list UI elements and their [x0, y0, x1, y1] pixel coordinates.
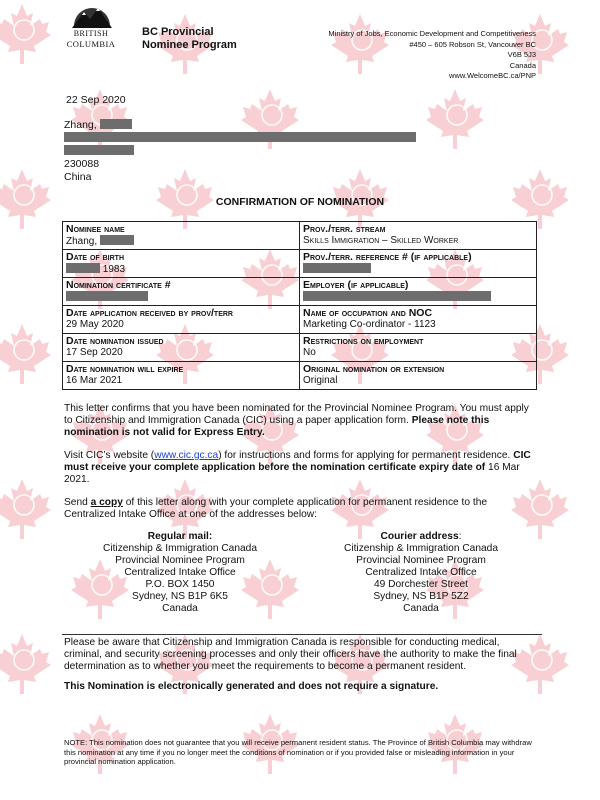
address-line: Provincial Nominee Program: [115, 555, 245, 566]
address-line: Sydney, NS B1P 6K5: [132, 591, 228, 602]
ministry-postal: V6B 5J3: [507, 50, 536, 60]
address-line: 49 Dorchester Street: [374, 579, 468, 590]
recipient-name-prefix: Zhang,: [64, 119, 97, 131]
table-cell: [300, 250, 537, 278]
express-entry-warning: Please note this nomination is not valid for Express Entry.: [64, 415, 490, 438]
redaction-bar: [64, 145, 134, 155]
noc-value: Marketing Co-ordinator - 1123: [303, 319, 436, 330]
divider: [62, 634, 542, 635]
table-cell: [63, 278, 300, 306]
issued-label: Date nomination issued: [66, 335, 164, 347]
courier-heading: Courier address: [380, 531, 459, 542]
address-line: Centralized Intake Office: [365, 567, 477, 578]
table-cell: [63, 222, 300, 250]
program-line-1: BC Provincial: [142, 26, 214, 38]
stream-value: Skills Immigration – Skilled Worker: [303, 235, 459, 246]
table-cell: [300, 334, 537, 362]
original-label: Original nomination or extension: [303, 363, 445, 375]
table-cell: [63, 250, 300, 278]
nomination-details-table: [62, 221, 537, 390]
restrictions-label: Restrictions on employment: [303, 335, 424, 347]
expiry-date: 16 Mar 2021.: [64, 462, 520, 485]
address-line: Canada: [162, 603, 198, 614]
address-line: Citizenship & Immigration Canada: [102, 543, 258, 554]
regular-mail-heading: Regular mail:: [147, 531, 213, 542]
table-cell: [300, 306, 537, 334]
table-cell: [63, 362, 300, 390]
ministry-website: www.WelcomeBC.ca/PNP: [449, 71, 536, 81]
a-copy-emphasis: a copy: [90, 497, 123, 508]
nominee-name-label: Nominee name: [66, 223, 125, 235]
redaction-bar: [303, 263, 371, 273]
certificate-label: Nomination certificate #: [66, 279, 171, 291]
cic-website-link[interactable]: www.cic.gc.ca: [154, 450, 219, 461]
nominee-name-value: Zhang,: [66, 236, 98, 247]
ministry-name: Ministry of Jobs, Economic Development and Competitiveness: [328, 29, 536, 38]
redaction-bar: [66, 291, 148, 301]
paragraph-instructions: [64, 450, 539, 486]
reference-label: Prov./terr. reference # (if applicable): [303, 251, 472, 263]
original-value: Original: [303, 375, 338, 386]
courier-address: [321, 531, 521, 615]
restrictions-value: No: [303, 347, 316, 358]
ministry-country: Canada: [509, 60, 536, 70]
sun-mountain-icon: [68, 2, 116, 30]
expiry-warning: CIC must receive your complete application before the nomination certificate expiry date of: [64, 450, 531, 473]
page-title: CONFIRMATION OF NOMINATION: [215, 196, 385, 208]
expire-label: Date nomination will expire: [66, 363, 184, 375]
redaction-bar: [64, 132, 416, 142]
paragraph-screening: Please be aware that Citizenship and Immigration Canada is responsible for conducting medical, criminal, and security screening processes and only their officers have the authority to make the final determination as to whether you meet the requirements to become a permanent resident.: [64, 637, 517, 672]
received-value: 29 May 2020: [66, 319, 124, 330]
table-cell: [63, 306, 300, 334]
paragraph-text: Visit CIC’s website (: [64, 450, 155, 461]
courier-heading-colon: :: [458, 531, 462, 542]
paragraph-text: of this letter along with your complete application for permanent residence to the Centralized Intake Office at one of the addresses below:: [64, 497, 488, 520]
issued-value: 17 Sep 2020: [66, 347, 123, 358]
logo-line-2: COLUMBIA: [66, 39, 116, 49]
regular-mail-address: [80, 531, 280, 615]
paragraph-confirmation: [64, 403, 539, 439]
bc-logo: [62, 2, 124, 50]
paragraph-send-copy: [64, 497, 539, 521]
program-title: [142, 26, 237, 52]
redaction-bar: [100, 235, 134, 245]
electronic-signature-notice: This Nomination is electronically generated and does not require a signature.: [64, 681, 439, 692]
logo-line-1: BRITISH: [73, 29, 109, 38]
redaction-bar: [303, 291, 491, 301]
footer-note: NOTE: This nomination does not guarantee that you will receive permanent resident status. The Province of British Columbia may withdraw this nomination at any time if you no longer meet the conditions of nomination or if you provided false or misleading information in your provincial nomination application.: [64, 738, 532, 767]
table-cell: [300, 278, 537, 306]
ministry-street: #450 – 605 Robson St, Vancouver BC: [409, 39, 536, 49]
noc-label: Name of occupation and NOC: [303, 307, 433, 319]
received-label: Date application received by prov/terr: [66, 307, 233, 319]
stream-label: Prov./terr. stream: [303, 223, 386, 235]
expire-value: 16 Mar 2021: [66, 375, 123, 386]
address-line: Canada: [403, 603, 439, 614]
address-line: Provincial Nominee Program: [356, 555, 486, 566]
recipient-postcode: 230088: [64, 158, 100, 170]
address-line: Centralized Intake Office: [124, 567, 236, 578]
table-cell: [63, 334, 300, 362]
address-line: Citizenship & Immigration Canada: [343, 543, 499, 554]
recipient-country: China: [64, 171, 92, 183]
letter-date: 22 Sep 2020: [66, 94, 126, 106]
paragraph-text: This letter confirms that you have been nominated for the Provincial Nominee Program. You must apply to Citizenship and Immigration Canada (CIC) using a paper application form.: [64, 403, 529, 426]
recipient-address: [64, 119, 416, 184]
address-line: Sydney, NS B1P 5Z2: [373, 591, 469, 602]
redaction-bar: [100, 119, 132, 129]
dob-label: Date of birth: [66, 251, 125, 263]
dob-year: 1983: [102, 264, 126, 275]
employer-label: Employer (if applicable): [303, 279, 409, 291]
redaction-bar: [66, 263, 100, 273]
program-line-2: Nominee Program: [142, 39, 237, 51]
table-cell: [300, 222, 537, 250]
address-line: P.O. BOX 1450: [145, 579, 215, 590]
paragraph-text: ) for instructions and forms for applying for permanent residence.: [218, 450, 514, 461]
paragraph-text: Send: [64, 497, 91, 508]
ministry-address: [328, 29, 536, 82]
table-cell: [300, 362, 537, 390]
